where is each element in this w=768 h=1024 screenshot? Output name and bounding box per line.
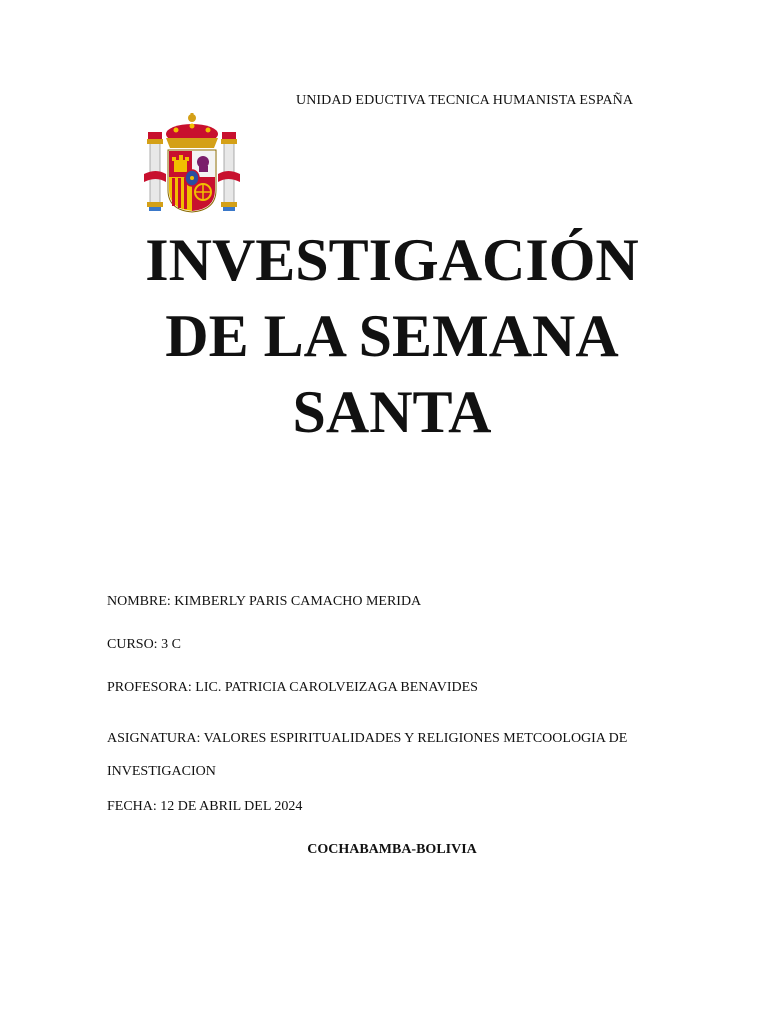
- date: FECHA: 12 DE ABRIL DEL 2024: [107, 799, 303, 814]
- teacher: PROFESORA: LIC. PATRICIA CAROLVEIZAGA BENAVIDES: [107, 680, 478, 695]
- subject: ASIGNATURA: VALORES ESPIRITUALIDADES Y RELIGIONES METCOOLOGIA DE INVESTIGACION: [107, 731, 628, 779]
- course: CURSO: 3 C: [107, 637, 181, 652]
- school-name: UNIDAD EDUCTIVA TECNICA HUMANISTA ESPAÑA: [296, 93, 634, 108]
- spain-coat-of-arms-icon: [106, 112, 278, 214]
- crown: [166, 113, 218, 148]
- student-name: NOMBRE: KIMBERLY PARIS CAMACHO MERIDA: [107, 594, 422, 609]
- shield: [168, 150, 216, 212]
- location: COCHABAMBA-BOLIVIA: [307, 842, 477, 857]
- page-title: INVESTIGACIÓN DE LA SEMANA SANTA: [145, 227, 639, 445]
